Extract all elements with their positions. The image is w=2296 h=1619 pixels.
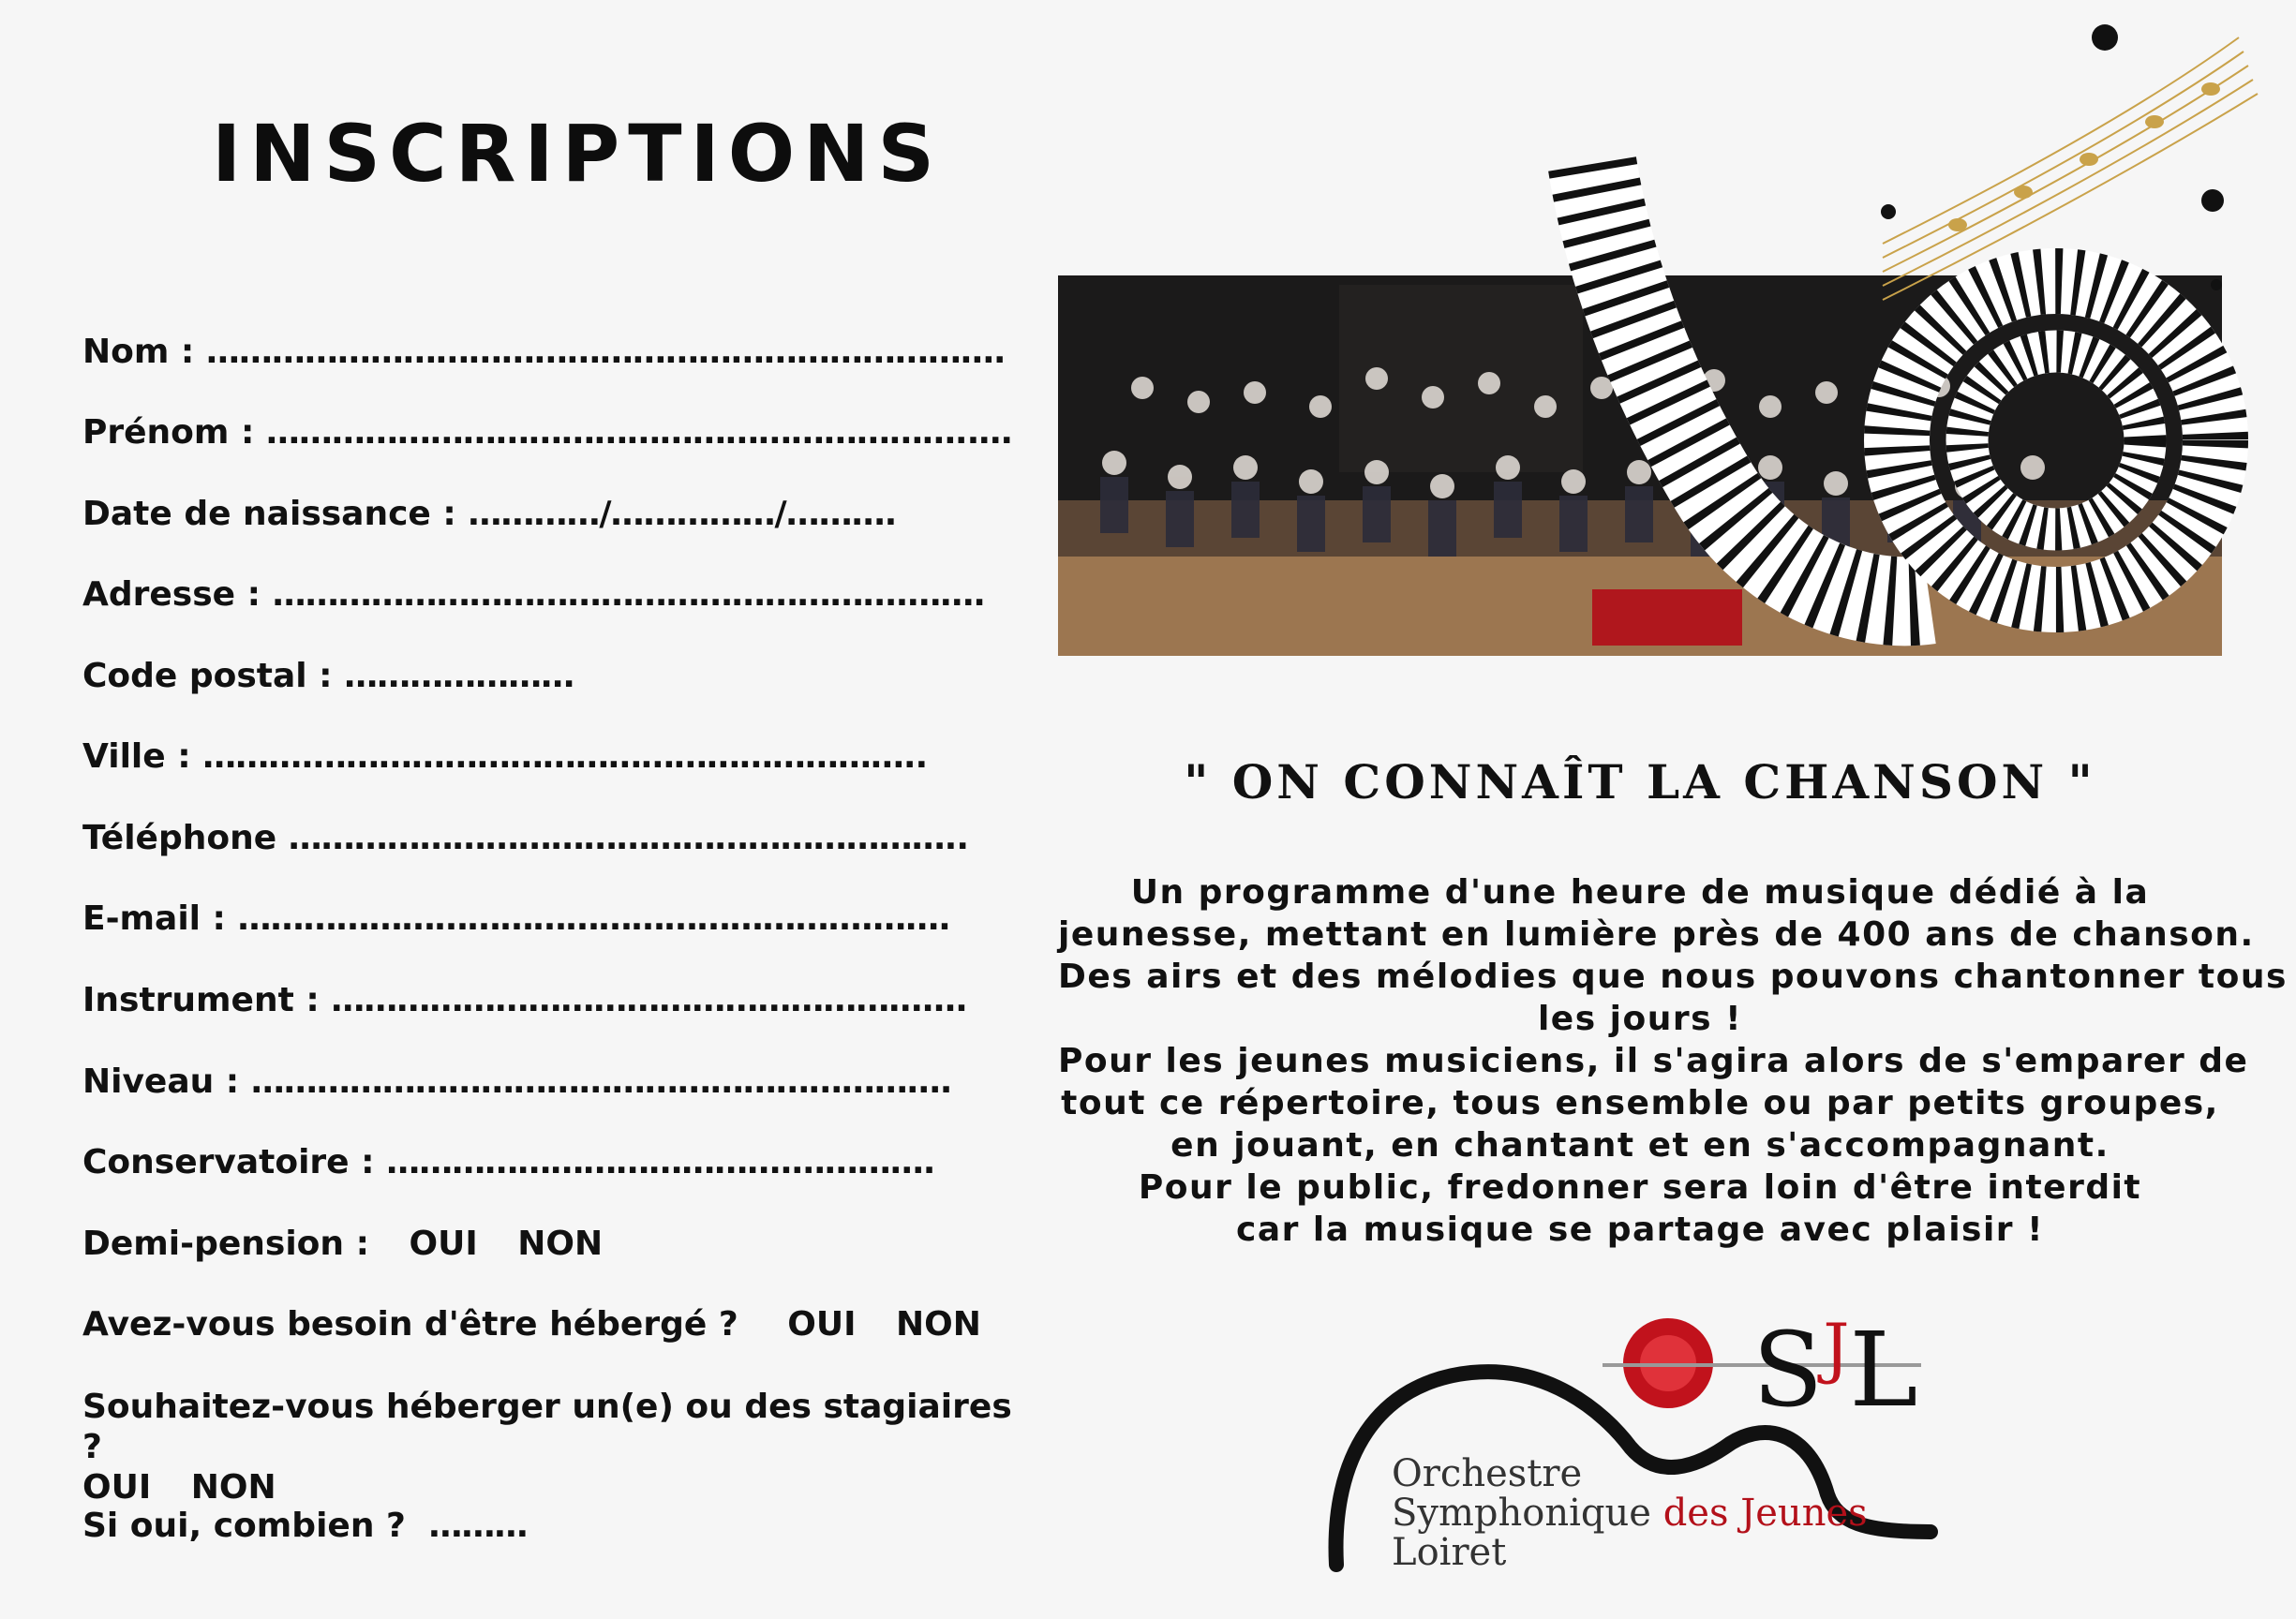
orchestra-photo: [1058, 275, 2222, 656]
option-oui[interactable]: OUI: [787, 1305, 857, 1344]
field-label: Téléphone: [82, 819, 277, 857]
field-date-naissance[interactable]: [82, 495, 896, 533]
option-non[interactable]: NON: [517, 1225, 604, 1263]
field-nom[interactable]: [82, 333, 1006, 371]
logo-line-1: Orchestre: [1392, 1452, 1583, 1495]
description-line: Pour le public, fredonner sera loin d'être interdit: [1138, 1168, 2142, 1207]
field-label: Nom :: [82, 333, 195, 371]
logo-letter-l: L: [1849, 1310, 1918, 1430]
field-blank: ………………………………………………….…….: [237, 899, 950, 938]
description-line: jeunesse, mettant en lumière près de 400 ans de chanson.: [1058, 915, 2255, 954]
field-niveau[interactable]: [82, 1062, 951, 1101]
description-line: Un programme d'une heure de musique dédié à la: [1130, 873, 2150, 912]
field-label: Adresse :: [82, 575, 261, 614]
field-label: Si oui, combien ?: [82, 1507, 406, 1545]
field-label: Prénom :: [82, 413, 255, 452]
description-line: Des airs et des mélodies que nous pouvons chantonner tous: [1058, 958, 2288, 996]
field-label: Code postal :: [82, 657, 333, 695]
field-combien[interactable]: [82, 1507, 527, 1545]
field-besoin-heberge: [82, 1305, 981, 1344]
field-label: Conservatoire :: [82, 1143, 375, 1181]
option-non[interactable]: NON: [896, 1305, 981, 1344]
option-oui[interactable]: OUI: [409, 1225, 478, 1263]
logo-letter-j: J: [1823, 1310, 1850, 1387]
field-prenom[interactable]: [82, 413, 1011, 452]
program-title: " ON CONNAÎT LA CHANSON ": [1184, 754, 2096, 810]
field-label: E-mail :: [82, 899, 226, 938]
field-code-postal[interactable]: [82, 657, 574, 695]
description-line: car la musique se partage avec plaisir !: [1235, 1211, 2045, 1249]
option-non[interactable]: NON: [190, 1468, 276, 1507]
field-label: Avez-vous besoin d'être hébergé ?: [82, 1305, 738, 1344]
logo-line-2: [1392, 1493, 1868, 1533]
field-blank: ……………………………………………………..: [288, 819, 969, 857]
logo-symphonique: Symphonique: [1392, 1492, 1651, 1535]
field-blank: ………………………………………………….…….: [272, 575, 985, 614]
field-heberger-stagiaires: [82, 1387, 1038, 1508]
description-line: en jouant, en chantant et en s'accompagnant.: [1170, 1126, 2110, 1165]
field-blank: …………………: [344, 657, 574, 695]
field-label: Date de naissance :: [82, 495, 456, 533]
description-line: les jours !: [1537, 1000, 1743, 1038]
field-label: Niveau :: [82, 1062, 240, 1101]
field-blank: ………………………………………………………..…: [265, 413, 1012, 452]
field-email[interactable]: [82, 899, 950, 938]
field-blank: …………/……………/……….: [468, 495, 897, 533]
field-demi-pension: [82, 1225, 603, 1263]
page-title: INSCRIPTIONS: [212, 108, 943, 200]
field-label: Instrument :: [82, 981, 320, 1019]
description-line: Pour les jeunes musiciens, il s'agira alors de s'emparer de: [1058, 1042, 2249, 1080]
field-label: Demi-pension :: [82, 1225, 369, 1263]
osjl-logo-mark: [1752, 1310, 1917, 1430]
field-blank: ………: [428, 1507, 528, 1545]
field-blank: ……………………………….………….: [386, 1143, 935, 1181]
logo-letter-s: S: [1752, 1310, 1824, 1430]
field-label: Ville :: [82, 737, 191, 776]
field-conservatoire[interactable]: [82, 1143, 934, 1181]
program-description: [1058, 871, 2288, 1251]
field-instrument[interactable]: [82, 981, 966, 1019]
description-line: tout ce répertoire, tous ensemble ou par petits groupes,: [1061, 1084, 2219, 1122]
option-oui[interactable]: OUI: [82, 1468, 152, 1507]
field-adresse[interactable]: [82, 575, 985, 614]
logo-line-3: Loiret: [1392, 1531, 1507, 1574]
field-ville[interactable]: [82, 737, 927, 776]
field-label: Souhaitez-vous héberger un(e) ou des stagiaires ?: [82, 1388, 1012, 1466]
logo-des-jeunes: des Jeunes: [1662, 1492, 1868, 1535]
field-blank: ……….………………………………………………..: [202, 737, 928, 776]
field-telephone[interactable]: [82, 819, 968, 857]
field-blank: ……………………………………………….…: [331, 981, 966, 1019]
field-blank: ……………………………………………………………….: [205, 333, 1006, 371]
field-blank: ……………………………………………………….: [250, 1062, 952, 1101]
